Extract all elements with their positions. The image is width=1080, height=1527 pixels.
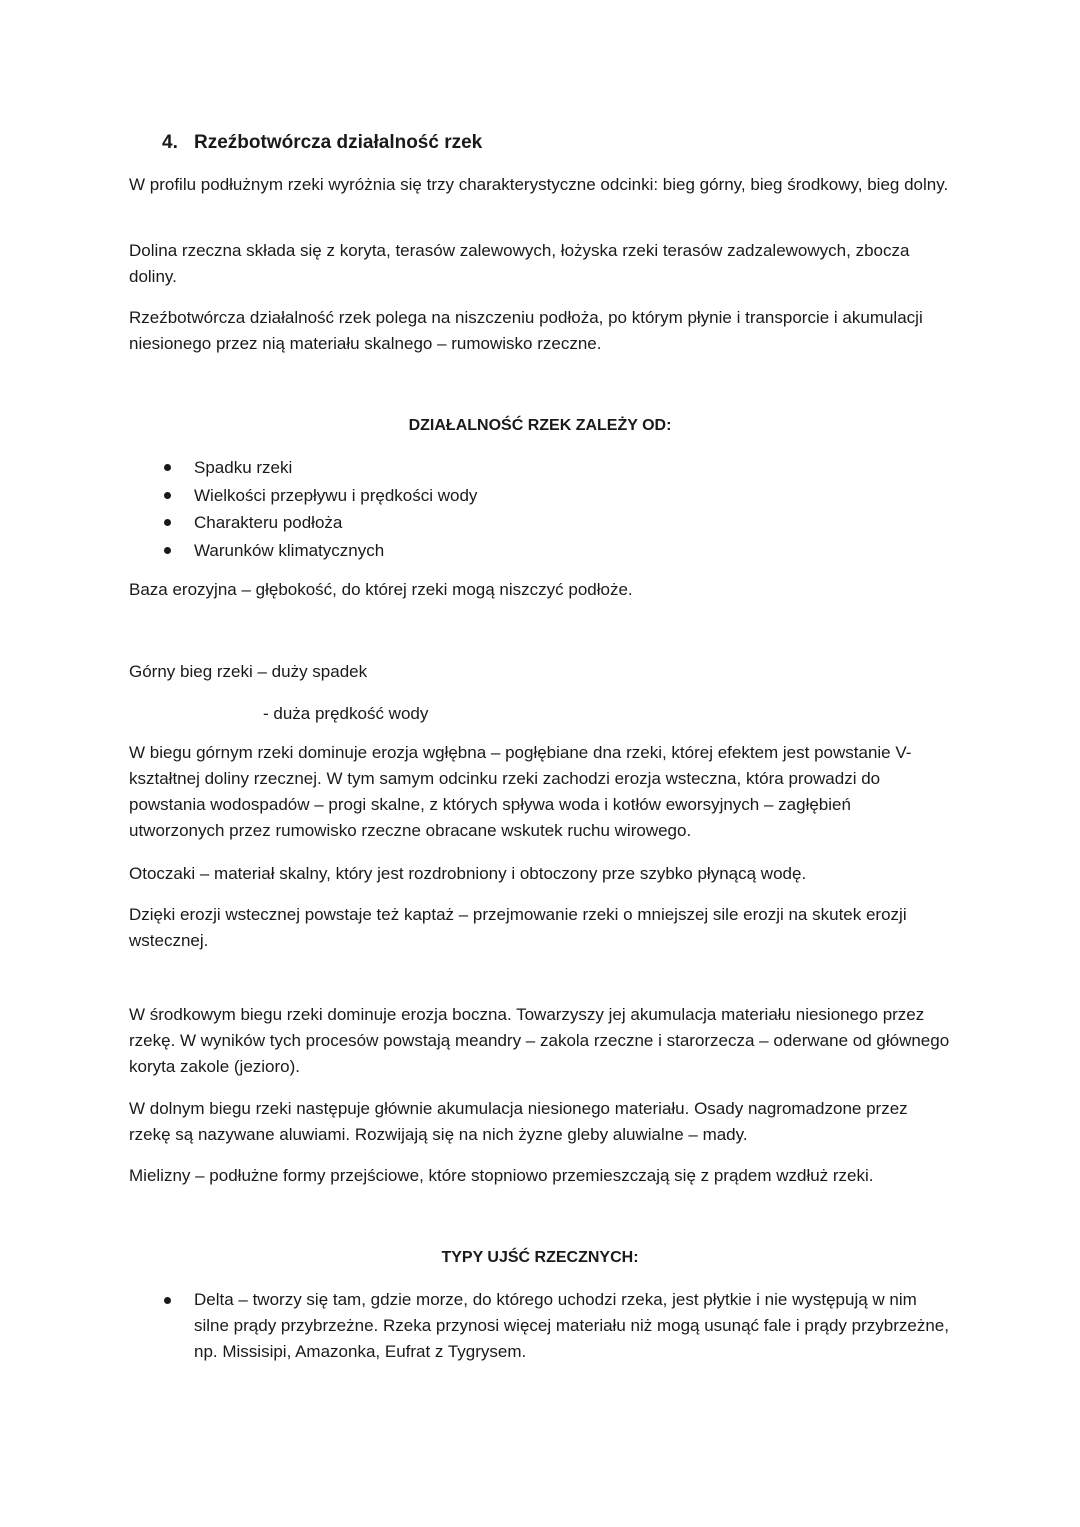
list-item-delta: [152, 1287, 952, 1365]
list-item: Wielkości przepływu i prędkości wody: [152, 483, 477, 511]
delta-text: Delta – tworzy się tam, gdzie morze, do którego uchodzi rzeka, jest płytkie i nie występują w nim silne prądy przybrzeżne. Rzeka przynosi więcej materiału niż mogą usunąć fale i prądy przybrzeżne, np. Missisipi, Amazonka, Eufrat z Tygrysem.: [194, 1290, 949, 1361]
list-item: Warunków klimatycznych: [152, 538, 477, 566]
paragraph-kaptaz: Dzięki erozji wstecznej powstaje też kaptaż – przejmowanie rzeki o mniejszej sile erozji na skutek erozji wstecznej.: [129, 905, 907, 950]
bullet-icon: [164, 492, 171, 499]
section-title: Rzeźbotwórcza działalność rzek: [194, 132, 483, 153]
paragraph-mielizny: Mielizny – podłużne formy przejściowe, które stopniowo przemieszczają się z prądem wzdłuż rzeki.: [129, 1166, 874, 1185]
section-heading: [162, 130, 482, 156]
section-number: 4.: [162, 132, 178, 153]
bullet-icon: [164, 547, 171, 554]
paragraph-gorny-line1: Górny bieg rzeki – duży spadek: [129, 662, 368, 681]
paragraph-profil: W profilu podłużnym rzeki wyróżnia się trzy charakterystyczne odcinki: bieg górny, bieg środkowy, bieg dolny.: [129, 175, 949, 194]
paragraph-baza: Baza erozyjna – głębokość, do której rzeki mogą niszczyć podłoże.: [129, 580, 633, 599]
paragraph-gorny-erozja: W biegu górnym rzeki dominuje erozja wgłębna – pogłębiane dna rzeki, której efektem jest powstanie V-kształtnej doliny rzecznej. W tym samym odcinku rzeki zachodzi erozja wsteczna, która prowadzi do powstania wodospadów – progi skalne, z których spływa woda i kotłów eworsyjnych – zagłębień utworzonych przez rumowisko rzeczne obracane wskutek ruchu wirowego.: [129, 743, 912, 840]
subheading-ujscia: TYPY UJŚĆ RZECZNYCH:: [441, 1249, 639, 1266]
list-item: Charakteru podłoża: [152, 510, 477, 538]
bullet-icon: [164, 519, 171, 526]
paragraph-dolina: Dolina rzeczna składa się z koryta, terasów zalewowych, łożyska rzeki terasów zadzalewowych, zbocza doliny.: [129, 241, 910, 286]
bullet-icon: [164, 464, 171, 471]
paragraph-otoczaki: Otoczaki – materiał skalny, który jest rozdrobniony i obtoczony prze szybko płynącą wodę.: [129, 864, 807, 883]
paragraph-gorny-line2: - duża prędkość wody: [263, 704, 429, 723]
factors-list: [152, 455, 477, 565]
paragraph-srodkowy: W środkowym biegu rzeki dominuje erozja boczna. Towarzyszy jej akumulacja materiału niesionego przez rzekę. W wyników tych procesów powstają meandry – zakola rzeczne i starorzecza – oderwane od głównego koryta zakole (jezioro).: [129, 1005, 950, 1076]
paragraph-dolny: W dolnym biegu rzeki następuje głównie akumulacja niesionego materiału. Osady nagromadzone przez rzekę są nazywane aluwiami. Rozwijają się na nich żyzne gleby aluwialne – mady.: [129, 1099, 908, 1144]
list-item: Spadku rzeki: [152, 455, 477, 483]
subheading-dzialalnosc: DZIAŁALNOŚĆ RZEK ZALEŻY OD:: [408, 417, 672, 434]
paragraph-rzezbotworcza: Rzeźbotwórcza działalność rzek polega na niszczeniu podłoża, po którym płynie i transporcie i akumulacji niesionego przez nią materiału skalnego – rumowisko rzeczne.: [129, 308, 923, 353]
bullet-icon: [164, 1297, 171, 1304]
